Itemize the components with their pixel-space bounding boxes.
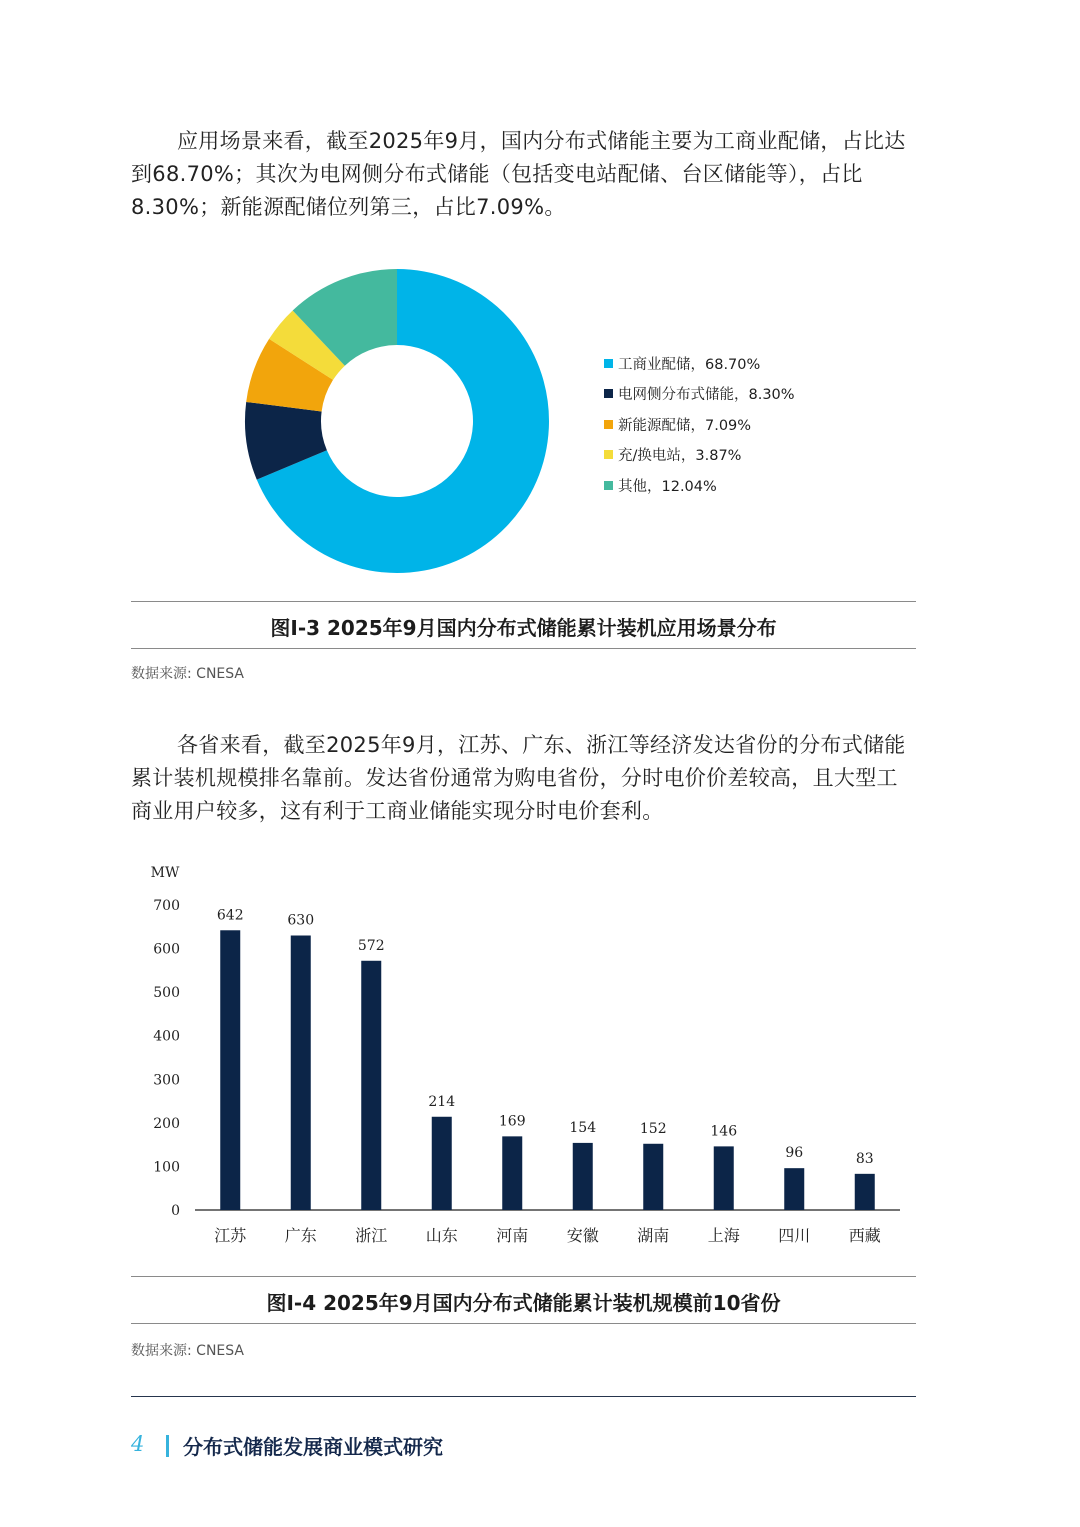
legend-item [604, 379, 795, 410]
bar [714, 1146, 734, 1210]
donut-chart [230, 255, 570, 585]
bar [573, 1143, 593, 1210]
caption-bottom-rule [131, 1323, 916, 1324]
y-tick-label: 400 [153, 1028, 180, 1045]
bar-value-label: 214 [428, 1093, 456, 1110]
x-category-label: 江苏 [214, 1226, 247, 1245]
figure-3-caption: 图I-3 2025年9月国内分布式储能累计装机应用场景分布 [270, 616, 777, 640]
x-category-label: 浙江 [355, 1226, 388, 1245]
bar-value-label: 152 [639, 1120, 667, 1137]
bar [432, 1117, 452, 1210]
bar-value-label: 83 [855, 1150, 874, 1167]
legend-swatch [604, 389, 613, 398]
bar-value-label: 169 [498, 1113, 526, 1130]
bar-value-label: 642 [216, 907, 244, 924]
legend-item [604, 348, 795, 379]
legend-swatch [604, 450, 613, 459]
bar [291, 936, 311, 1211]
x-category-label: 湖南 [637, 1226, 670, 1245]
bar-value-label: 146 [710, 1123, 738, 1140]
x-category-label: 山东 [425, 1226, 458, 1245]
legend-item [604, 409, 795, 440]
legend-swatch [604, 481, 613, 490]
paragraph-application-scenarios: 应用场景来看，截至2025年9月，国内分布式储能主要为工商业配储，占比达到68.70%；其次为电网侧分布式储能（包括变电站配储、台区储能等），占比8.30%；新能源配储位列第三，占比7.09%。 [131, 129, 906, 219]
y-tick-label: 200 [153, 1115, 180, 1132]
figure-3-source: 数据来源: CNESA [131, 666, 244, 682]
bar [784, 1168, 804, 1210]
caption-top-rule [131, 1276, 916, 1277]
x-category-label: 西藏 [848, 1226, 881, 1245]
caption-bottom-rule [131, 648, 916, 649]
y-tick-label: 600 [153, 941, 180, 958]
paragraph-provinces: 各省来看，截至2025年9月，江苏、广东、浙江等经济发达省份的分布式储能累计装机规模排名靠前。发达省份通常为购电省份，分时电价价差较高，且大型工商业用户较多，这有利于工商业储能实现分时电价套利。 [131, 733, 906, 823]
bar-value-label: 572 [357, 937, 385, 954]
x-category-label: 上海 [707, 1226, 740, 1245]
bar [643, 1144, 663, 1210]
bar-value-label: 154 [569, 1119, 597, 1136]
legend-label: 工商业配储，68.70% [618, 356, 761, 373]
y-tick-label: 100 [153, 1159, 180, 1176]
y-axis-unit: MW [150, 865, 180, 881]
x-category-label: 安徽 [566, 1226, 599, 1245]
legend-swatch [604, 359, 613, 368]
x-category-label: 河南 [496, 1226, 529, 1245]
bar-value-label: 96 [785, 1145, 804, 1162]
bar-chart [140, 855, 920, 1255]
bar [855, 1174, 875, 1210]
footer-rule [131, 1396, 916, 1397]
legend-swatch [604, 420, 613, 429]
bar [361, 961, 381, 1210]
y-tick-label: 500 [153, 985, 180, 1002]
y-tick-label: 300 [153, 1072, 180, 1089]
footer-title: 分布式储能发展商业模式研究 [183, 1435, 443, 1459]
page-number: 4 [131, 1432, 145, 1456]
y-tick-label: 0 [171, 1203, 180, 1219]
legend-label: 电网侧分布式储能，8.30% [618, 387, 795, 404]
bar [220, 930, 240, 1210]
bar [502, 1136, 522, 1210]
donut-legend [604, 348, 795, 501]
legend-item [604, 470, 795, 501]
legend-label: 新能源配储，7.09% [618, 417, 752, 434]
bar-value-label: 630 [287, 912, 315, 929]
footer-divider [166, 1435, 169, 1457]
legend-label: 其他，12.04% [618, 478, 717, 495]
legend-label: 充/换电站，3.87% [618, 448, 742, 465]
x-category-label: 广东 [284, 1226, 317, 1245]
y-tick-label: 700 [153, 898, 180, 914]
figure-4-source: 数据来源: CNESA [131, 1343, 244, 1359]
caption-top-rule [131, 601, 916, 602]
legend-item [604, 440, 795, 471]
x-category-label: 四川 [778, 1226, 811, 1245]
figure-4-caption: 图I-4 2025年9月国内分布式储能累计装机规模前10省份 [266, 1291, 781, 1315]
